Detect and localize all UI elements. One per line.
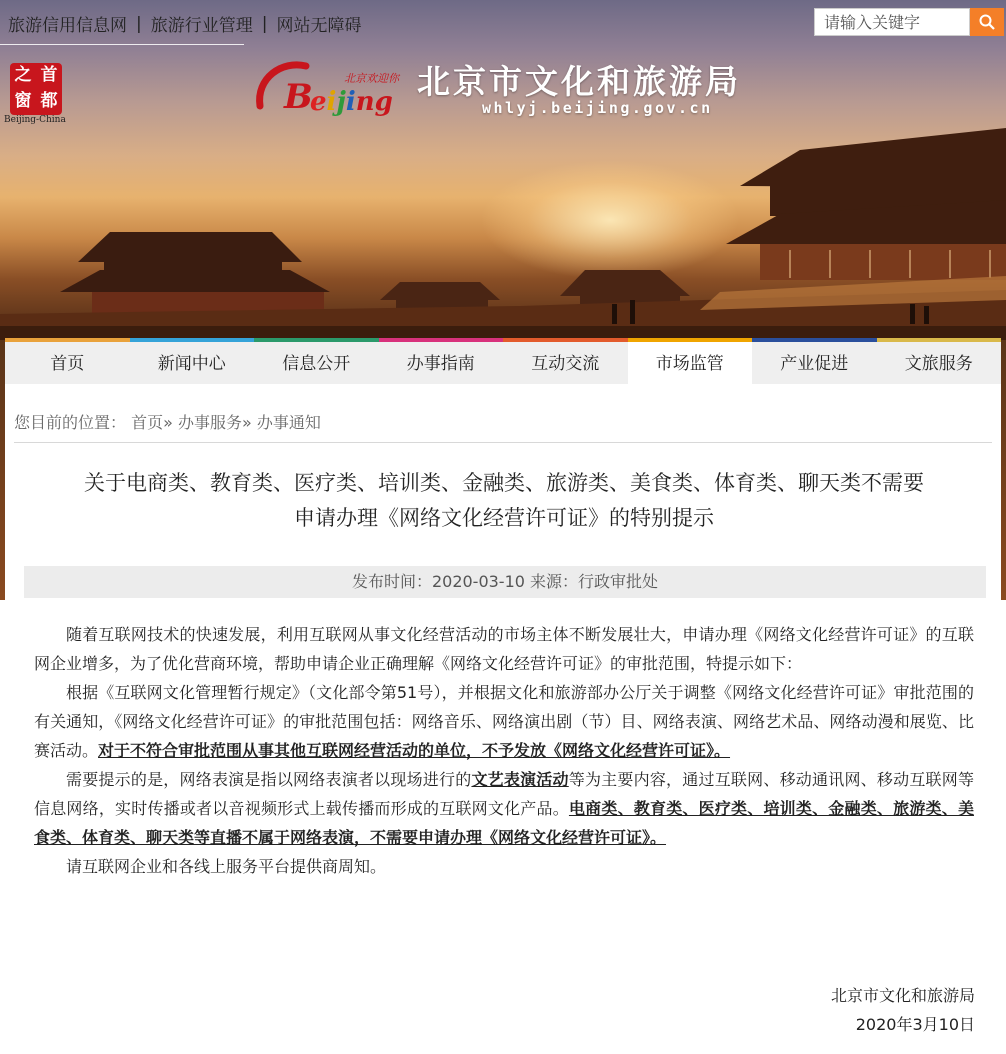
site-title: 北京市文化和旅游局 (417, 62, 741, 101)
nav-color-bar (752, 338, 877, 342)
nav-color-bar (254, 338, 379, 342)
nav-item[interactable] (877, 338, 1002, 384)
top-utility-bar (0, 0, 1006, 46)
nav-color-bar (130, 338, 255, 342)
nav-item-label: 新闻中心 (157, 354, 226, 374)
signature-org: 北京市文化和旅游局 (830, 986, 975, 1005)
nav-item[interactable] (5, 338, 130, 384)
svg-text:B: B (284, 77, 313, 117)
breadcrumb-home[interactable]: 首页 (131, 413, 164, 432)
svg-text:北京欢迎你: 北京欢迎你 (344, 72, 399, 85)
nav-item-label: 办事指南 (406, 354, 475, 374)
page-side-strip-right (1001, 340, 1006, 600)
top-links (8, 11, 361, 36)
seal-char: 窗 (14, 91, 32, 111)
definition-emphasis-conclusion: 电商类、教育类、医疗类、培训类、金融类、旅游类、美食类、体育类、聊天类等直播不属于网络表演，不需要申请办理《网络文化经营许可证》。 (34, 799, 974, 847)
article-signature (831, 981, 975, 1039)
seal-char: 首 (40, 65, 58, 85)
beijing-logo (252, 56, 402, 122)
nav-color-bar (503, 338, 628, 342)
article-title-line: 关于电商类、教育类、医疗类、培训类、金融类、旅游类、美食类、体育类、聊天类不需要 (84, 471, 924, 495)
nav-color-bar (5, 338, 130, 342)
seal-char: 之 (14, 65, 32, 85)
paragraph-definition (34, 765, 974, 852)
nav-color-bar (379, 338, 504, 342)
article-title (14, 466, 994, 536)
breadcrumb (14, 410, 321, 433)
forbidden-city-illustration (0, 0, 1006, 340)
article-body (34, 620, 974, 881)
breadcrumb-notices[interactable]: 办事通知 (256, 413, 321, 432)
nav-item[interactable] (379, 338, 504, 384)
nav-item[interactable] (628, 338, 753, 384)
article-title-line: 申请办理《网络文化经营许可证》的特别提示 (294, 506, 714, 530)
top-divider (0, 44, 244, 45)
paragraph-closing: 请互联网企业和各线上服务平台提供商周知。 (66, 857, 387, 876)
nav-item-label: 产业促进 (780, 354, 849, 374)
link-tourism-credit[interactable]: 旅游信用信息网 (8, 16, 127, 36)
nav-item[interactable] (254, 338, 379, 384)
article-meta: 发布时间：2020-03-10 来源：行政审批处 (24, 566, 986, 598)
site-url: whlyj.beijing.gov.cn (482, 99, 713, 117)
definition-emphasis-term: 文艺表演活动 (471, 770, 569, 789)
definition-text-cont: 等为主要内容，通过互联网、移动通讯网、移动互联网等信息网络，实时传播或者以音视频形式上载传播而形成的互联网文化产品。 (34, 770, 974, 818)
nav-item-label: 首页 (50, 354, 85, 374)
nav-item[interactable] (503, 338, 628, 384)
breadcrumb-divider (14, 442, 992, 443)
scope-text: 根据《互联网文化管理暂行规定》（文化部令第51号），并根据文化和旅游部办公厅关于调整《网络文化经营许可证》审批范围的有关通知，《网络文化经营许可证》的审批范围包括：网络音乐、网络演出剧（节）目、网络表演、网络艺术品、网络动漫和展览、比赛活动。 (34, 683, 974, 760)
link-accessibility[interactable]: 网站无障碍 (276, 16, 362, 36)
paragraph-intro: 随着互联网技术的快速发展，利用互联网从事文化经营活动的市场主体不断发展壮大，申请办理《网络文化经营许可证》的互联网企业增多，为了优化营商环境，帮助申请企业正确理解《网络文化经营许可证》的审批范围，特提示如下： (34, 625, 974, 673)
nav-item-label: 市场监管 (655, 354, 724, 374)
scope-emphasis: 对于不符合审批范围从事其他互联网经营活动的单位，不予发放《网络文化经营许可证》。 (98, 741, 731, 760)
top-link-separator: | (136, 13, 142, 34)
breadcrumb-services[interactable]: 办事服务 (178, 413, 243, 432)
breadcrumb-separator: » (242, 413, 252, 432)
nav-item-label: 互动交流 (531, 354, 600, 374)
nav-color-bar (877, 338, 1002, 342)
signature-date: 2020年3月10日 (855, 1015, 975, 1034)
top-link-separator: | (261, 13, 268, 34)
header-banner (0, 0, 1006, 340)
breadcrumb-separator: » (163, 413, 173, 432)
definition-text: 需要提示的是，网络表演是指以网络表演者以现场进行的 (66, 770, 472, 789)
svg-text:eijing: eijing (310, 87, 393, 117)
nav-item-label: 文旅服务 (904, 354, 973, 374)
paragraph-scope (34, 678, 974, 765)
search-input[interactable] (814, 8, 970, 36)
search-icon (978, 13, 996, 31)
seal-char: 都 (40, 91, 58, 111)
nav-item[interactable] (752, 338, 877, 384)
capital-window-seal-logo (10, 63, 62, 115)
nav-item[interactable] (130, 338, 255, 384)
nav-item-label: 信息公开 (282, 354, 351, 374)
seal-caption: Beijing-China (4, 115, 66, 125)
search-button[interactable] (970, 8, 1004, 36)
nav-color-bar (628, 338, 753, 342)
link-tourism-industry[interactable]: 旅游行业管理 (150, 16, 253, 36)
main-nav (5, 338, 1001, 384)
breadcrumb-prefix: 您目前的位置： (14, 413, 127, 432)
